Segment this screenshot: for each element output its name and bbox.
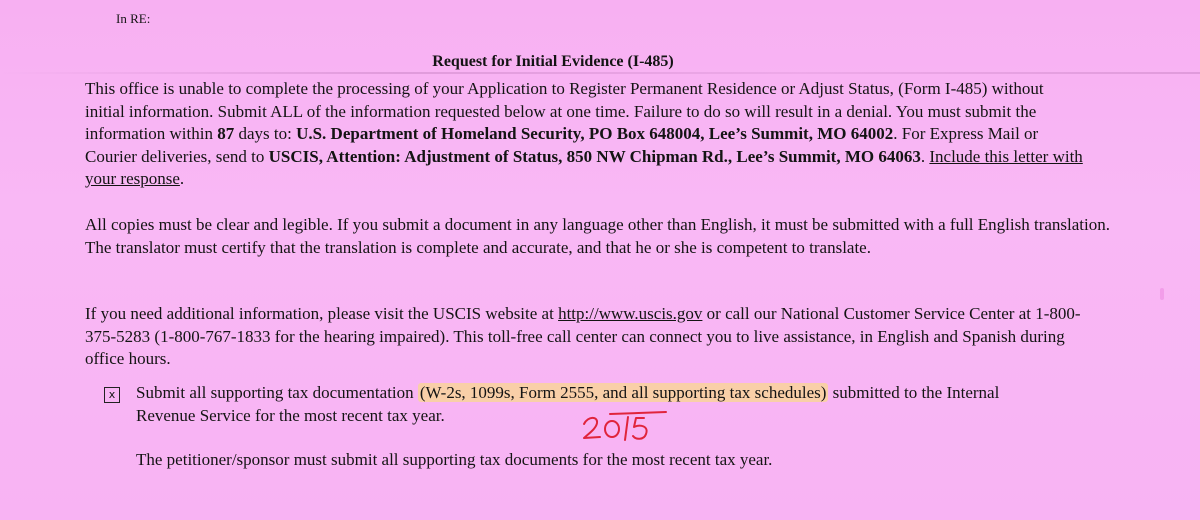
- uscis-website-link[interactable]: http://www.uscis.gov: [558, 304, 703, 323]
- instructions-paragraph: [85, 78, 1085, 191]
- days-count: 87: [217, 124, 235, 143]
- paper-fold-line: [0, 72, 1200, 74]
- include-letter-note: Include this letter with your response: [85, 146, 1083, 188]
- paper-mark: [1160, 288, 1164, 300]
- sponsor-paragraph: The petitioner/sponsor must submit all supporting tax documents for the most recent tax year.: [136, 450, 773, 469]
- p1-text-e: .: [179, 169, 185, 188]
- p3-text-a: If you need additional information, please visit the USCIS website at: [85, 304, 559, 323]
- highlighted-text: (W-2s, 1099s, Form 2555, and all supporting tax schedules): [419, 383, 827, 402]
- contact-paragraph: [85, 303, 1085, 371]
- p1-text-b: days to:: [234, 124, 297, 143]
- document-title: Request for Initial Evidence (I-485): [432, 53, 674, 70]
- p3-text-b: or call our National Customer Service Center at 1-800-375-5283 (1-800-767-1833 for the hearing impaired). This toll-free call center can connect you to live assistance, in English and Spanish during office hours.: [85, 304, 1081, 368]
- p1-text-c: . For Express Mail or Courier deliveries, send to: [85, 124, 1039, 166]
- translation-paragraph: All copies must be clear and legible. If you submit a document in any language other than English, it must be submitted with a full English translation. The translator must certify that the translation is complete and accurate, and that he or she is competent to translate.: [85, 215, 1110, 257]
- mailing-address: U.S. Department of Homeland Security, PO Box 648004, Lee’s Summit, MO 64002: [296, 124, 894, 143]
- checked-checkbox: x: [104, 387, 120, 403]
- p1-text-a: This office is unable to complete the processing of your Application to Register Permanent Residence or Adjust Status, (Form I-485) without initial information. Submit ALL of the information requested below at one time. Failure to do so will result in a denial. You must submit the information within: [85, 79, 1044, 143]
- p1-text-d: .: [920, 146, 930, 166]
- handwritten-year-annotation: [580, 410, 670, 444]
- in-re-label: In RE:: [116, 11, 151, 26]
- item-text-a: Submit all supporting tax documentation: [136, 383, 418, 402]
- item-text-b: submitted to the Internal Revenue Service for the most recent tax year.: [136, 383, 1000, 425]
- courier-address: USCIS, Attention: Adjustment of Status, 850 NW Chipman Rd., Lee’s Summit, MO 64063: [268, 146, 921, 166]
